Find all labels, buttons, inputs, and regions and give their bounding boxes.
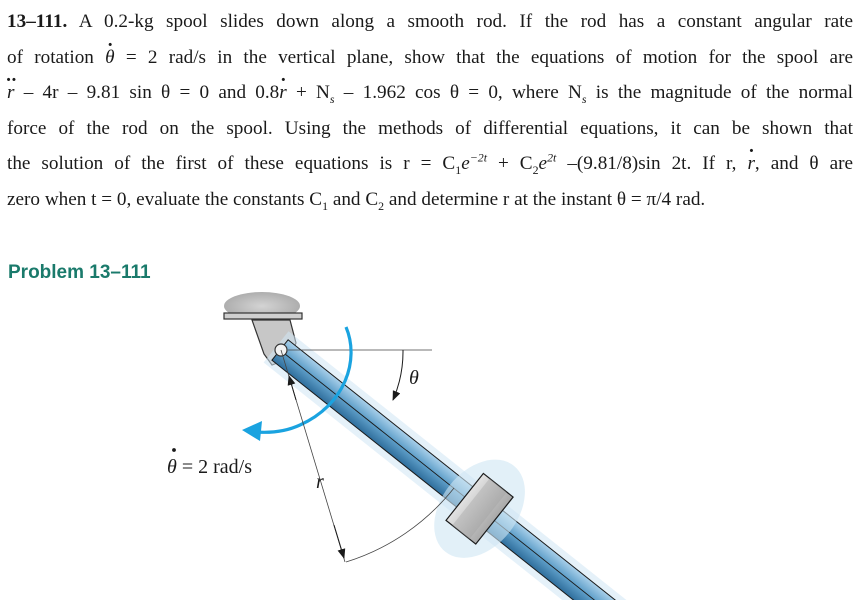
problem-number: 13–111. xyxy=(7,11,68,32)
ceiling-plate xyxy=(224,313,302,319)
angular-rate-arrowhead xyxy=(242,421,262,441)
problem-line-1: 13–111. A 0.2-kg spool slides down along a smooth rod. If the rod has a constant angular rate xyxy=(7,11,853,32)
r-dot-symbol: r · xyxy=(279,75,286,111)
problem-line-4: force of the rod on the spool. Using the methods of differential equations, it can be shown that xyxy=(7,117,853,139)
problem-line-3: r ·· – 4r – 9.81 sin θ = 0 and 0.8r · + $N_s - 1.962$ cos θ = 0, where $N_s$ is the magnitude of the normal xyxy=(7,75,853,111)
theta-label: θ xyxy=(409,367,419,389)
r-arrow-down xyxy=(334,525,344,558)
problem-line-5: the solution of the first of these equations is $r = C_1e^{-2t} + C_2e^{2t}$ –(9.81/8)sin 2t. If r, r ·, and θ are xyxy=(7,146,853,182)
r-double-dot-symbol: r ·· xyxy=(7,75,14,111)
rod-group xyxy=(242,304,721,600)
r-label: r xyxy=(316,471,324,493)
r-gap xyxy=(297,405,312,454)
theta-arc-arrow xyxy=(393,350,403,400)
r-dot-symbol-2: r · xyxy=(747,146,754,182)
angular-rate-label: θ = 2 rad/s xyxy=(167,456,252,478)
problem-line-2: of rotation θ · = 2 rad/s in the vertical plane, show that the equations of motion for the spool are xyxy=(7,40,853,76)
problem-line-6: zero when t = 0, evaluate the constants $C_1$ and $C_2$ and determine r at the instant θ = π/4 rad. xyxy=(7,188,706,213)
theta-dot-symbol: θ · xyxy=(105,40,114,76)
theta-dot-mark xyxy=(172,448,176,452)
figure-label: Problem 13–111 xyxy=(8,262,151,283)
